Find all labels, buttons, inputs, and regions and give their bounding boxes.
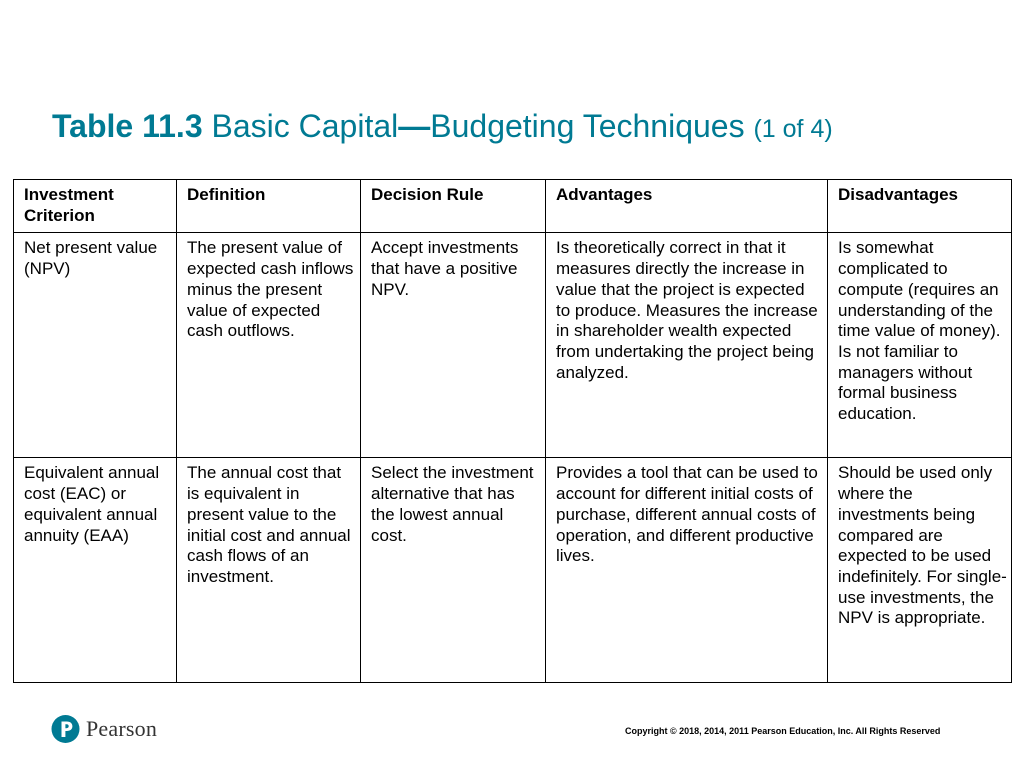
- cell-criterion: Equivalent annual cost (EAC) or equivalent annual annuity (EAA): [14, 458, 177, 683]
- slide-title: [52, 106, 833, 149]
- cell-criterion: Net present value (NPV): [14, 233, 177, 458]
- table-row: [14, 233, 1012, 458]
- table-row: [14, 458, 1012, 683]
- pearson-logo-icon: [51, 713, 81, 745]
- cell-advantages: Provides a tool that can be used to account for different initial costs of purchase, different annual costs of operation, and different productive lives.: [546, 458, 828, 683]
- table-label: Table 11.3: [52, 108, 203, 144]
- capital-budgeting-table: [13, 179, 1012, 683]
- cell-definition: The present value of expected cash inflows minus the present value of expected cash outflows.: [177, 233, 361, 458]
- header-investment-criterion: Investment Criterion: [14, 180, 177, 233]
- table-header-row: [14, 180, 1012, 233]
- header-disadvantages: Disadvantages: [828, 180, 1012, 233]
- cell-definition: The annual cost that is equivalent in present value to the initial cost and annual cash flows of an investment.: [177, 458, 361, 683]
- pearson-logo: [51, 713, 157, 745]
- header-decision-rule: Decision Rule: [361, 180, 546, 233]
- cell-disadvantages: Should be used only where the investments being compared are expected to be used indefinitely. For single-use investments, the NPV is appropriate.: [828, 458, 1012, 683]
- header-advantages: Advantages: [546, 180, 828, 233]
- cell-disadvantages: Is somewhat complicated to compute (requires an understanding of the time value of money). Is not familiar to managers without formal business education.: [828, 233, 1012, 458]
- copyright-notice: Copyright © 2018, 2014, 2011 Pearson Education, Inc. All Rights Reserved: [625, 726, 941, 736]
- title-text: Basic Capital: [202, 108, 399, 144]
- cell-decision-rule: Accept investments that have a positive NPV.: [361, 233, 546, 458]
- title-part-indicator: (1 of 4): [753, 115, 833, 143]
- cell-decision-rule: Select the investment alternative that has the lowest annual cost.: [361, 458, 546, 683]
- header-definition: Definition: [177, 180, 361, 233]
- title-text-rest: Budgeting Techniques: [430, 108, 754, 144]
- title-dash: —: [398, 108, 431, 144]
- pearson-wordmark: Pearson: [86, 716, 158, 741]
- cell-advantages: Is theoretically correct in that it measures directly the increase in value that the project is expected to produce. Measures the increase in shareholder wealth expected from undertaking the project being analyzed.: [546, 233, 828, 458]
